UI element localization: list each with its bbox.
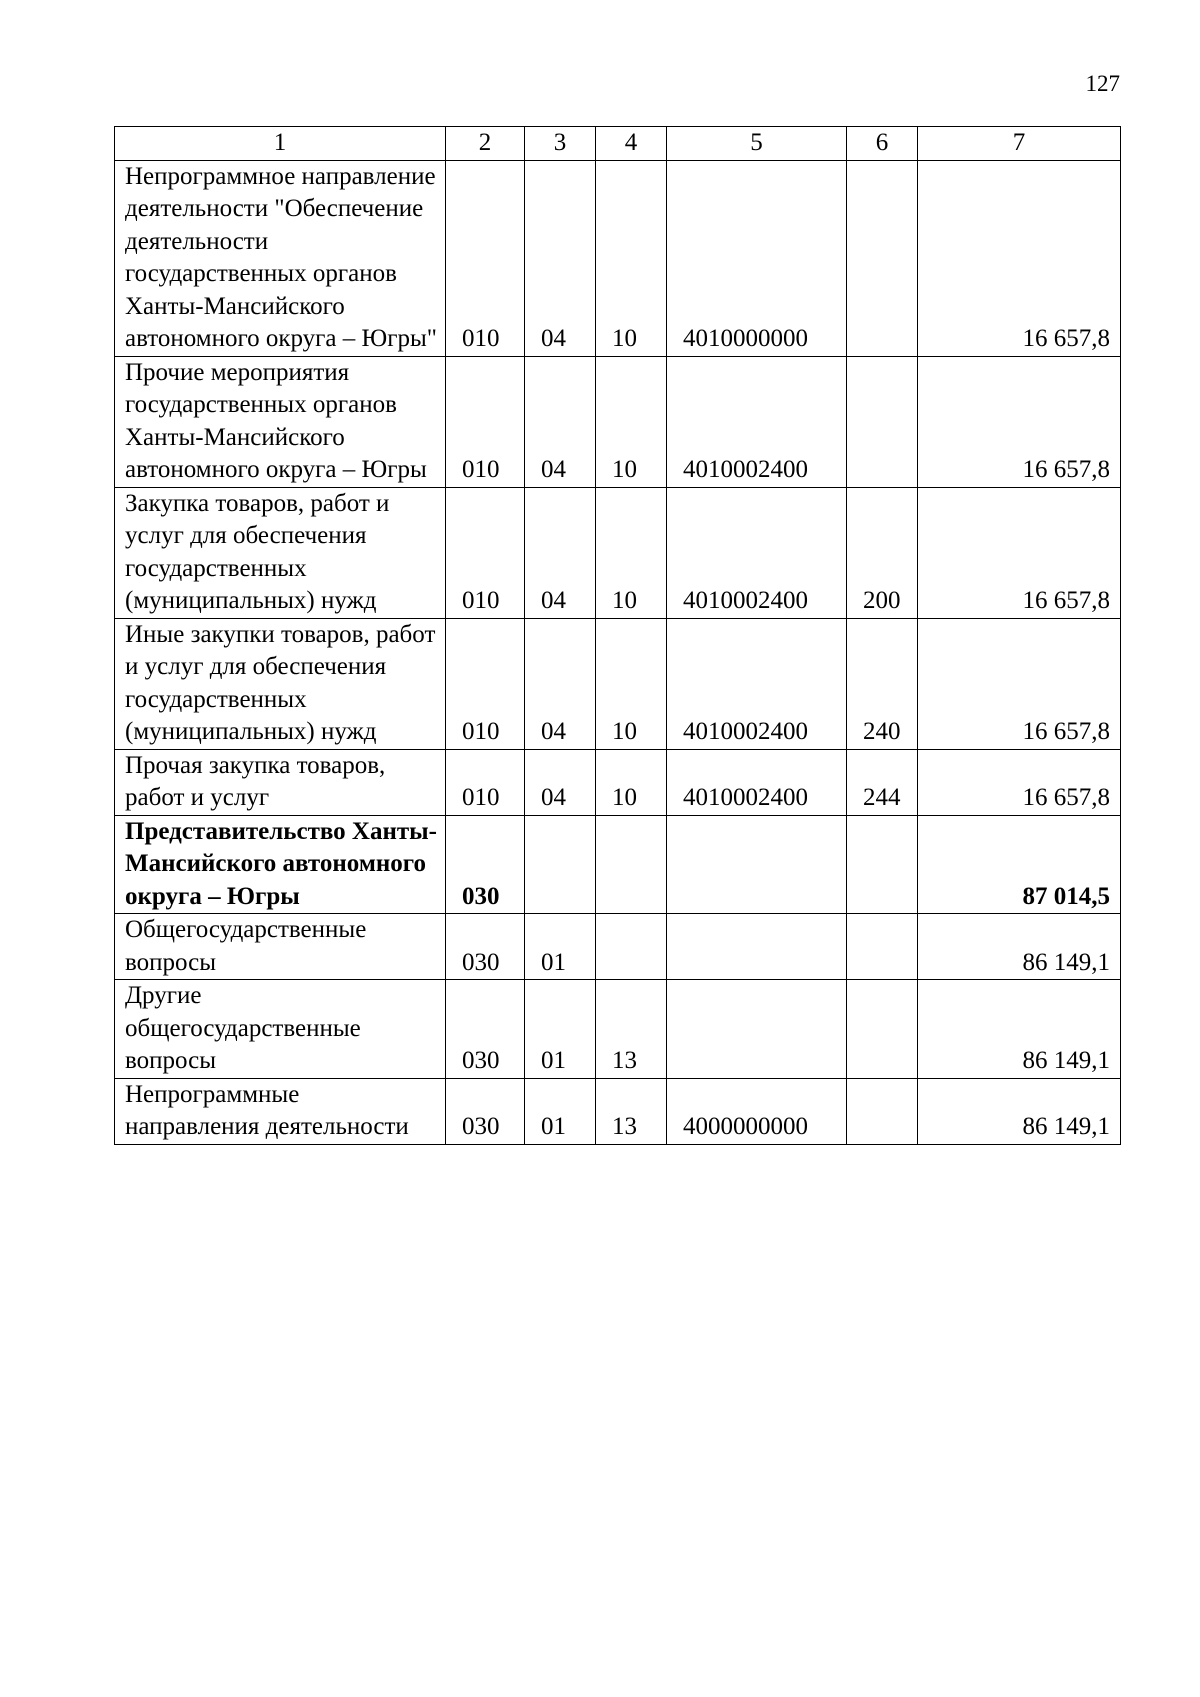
row-col-5 <box>667 980 847 1079</box>
row-col-2: 010 <box>446 356 525 487</box>
row-col-3: 01 <box>525 914 596 980</box>
row-col-4: 10 <box>596 749 667 815</box>
header-col-4: 4 <box>596 127 667 161</box>
row-sum: 87 014,5 <box>918 815 1121 914</box>
row-name: Общегосударственные вопросы <box>115 914 446 980</box>
row-col-2: 010 <box>446 487 525 618</box>
row-col-3: 04 <box>525 356 596 487</box>
row-col-2: 030 <box>446 815 525 914</box>
row-col-6 <box>847 815 918 914</box>
table-row <box>115 487 1121 618</box>
header-col-2: 2 <box>446 127 525 161</box>
row-name: Закупка товаров, работ и услуг для обеспечения государственных (муниципальных) нужд <box>115 487 446 618</box>
header-col-7: 7 <box>918 127 1121 161</box>
header-col-1: 1 <box>115 127 446 161</box>
row-col-5 <box>667 815 847 914</box>
row-col-2: 010 <box>446 749 525 815</box>
row-col-6: 200 <box>847 487 918 618</box>
row-col-5 <box>667 914 847 980</box>
row-col-2: 010 <box>446 618 525 749</box>
row-col-3: 01 <box>525 980 596 1079</box>
row-col-2: 010 <box>446 160 525 356</box>
row-col-4: 10 <box>596 618 667 749</box>
table-row <box>115 749 1121 815</box>
row-name: Другие общегосударственные вопросы <box>115 980 446 1079</box>
row-col-3 <box>525 815 596 914</box>
row-col-4: 10 <box>596 487 667 618</box>
row-col-6 <box>847 356 918 487</box>
row-col-5: 4010002400 <box>667 356 847 487</box>
row-col-5: 4010002400 <box>667 487 847 618</box>
row-sum: 86 149,1 <box>918 980 1121 1079</box>
page-number: 127 <box>1085 71 1120 96</box>
row-name: Непрограммные направления деятельности <box>115 1078 446 1144</box>
header-col-5: 5 <box>667 127 847 161</box>
budget-table <box>114 126 1121 1145</box>
table-row <box>115 914 1121 980</box>
row-name: Иные закупки товаров, работ и услуг для обеспечения государственных (муниципальных) нужд <box>115 618 446 749</box>
row-col-3: 04 <box>525 618 596 749</box>
row-col-3: 04 <box>525 160 596 356</box>
table-row <box>115 618 1121 749</box>
row-col-4 <box>596 815 667 914</box>
row-sum: 86 149,1 <box>918 1078 1121 1144</box>
table-row <box>115 160 1121 356</box>
header-row <box>115 127 1121 161</box>
row-col-3: 04 <box>525 487 596 618</box>
row-col-3: 04 <box>525 749 596 815</box>
row-col-5: 4010002400 <box>667 749 847 815</box>
row-name: Непрограммное направление деятельности "Обеспечение деятельности государственных органов Ханты-Мансийского автономного округа – Югры" <box>115 160 446 356</box>
row-name: Представительство Ханты-Мансийского автономного округа – Югры <box>115 815 446 914</box>
row-sum: 16 657,8 <box>918 356 1121 487</box>
row-col-4: 13 <box>596 1078 667 1144</box>
row-col-6 <box>847 914 918 980</box>
row-sum: 16 657,8 <box>918 618 1121 749</box>
table-header <box>115 127 1121 161</box>
row-col-2: 030 <box>446 980 525 1079</box>
row-col-4: 10 <box>596 356 667 487</box>
table-body <box>115 160 1121 1144</box>
row-col-3: 01 <box>525 1078 596 1144</box>
row-col-5: 4000000000 <box>667 1078 847 1144</box>
header-col-6: 6 <box>847 127 918 161</box>
row-col-4: 13 <box>596 980 667 1079</box>
row-col-6 <box>847 980 918 1079</box>
row-sum: 16 657,8 <box>918 487 1121 618</box>
row-sum: 16 657,8 <box>918 160 1121 356</box>
header-col-3: 3 <box>525 127 596 161</box>
row-col-6: 244 <box>847 749 918 815</box>
row-name: Прочая закупка товаров, работ и услуг <box>115 749 446 815</box>
row-sum: 16 657,8 <box>918 749 1121 815</box>
row-sum: 86 149,1 <box>918 914 1121 980</box>
row-col-6 <box>847 160 918 356</box>
row-col-6 <box>847 1078 918 1144</box>
table-row <box>115 980 1121 1079</box>
row-col-4 <box>596 914 667 980</box>
row-col-2: 030 <box>446 1078 525 1144</box>
row-col-2: 030 <box>446 914 525 980</box>
row-name: Прочие мероприятия государственных органов Ханты-Мансийского автономного округа – Югры <box>115 356 446 487</box>
row-col-5: 4010002400 <box>667 618 847 749</box>
table-row <box>115 815 1121 914</box>
row-col-6: 240 <box>847 618 918 749</box>
table-row <box>115 1078 1121 1144</box>
row-col-5: 4010000000 <box>667 160 847 356</box>
table-row <box>115 356 1121 487</box>
row-col-4: 10 <box>596 160 667 356</box>
